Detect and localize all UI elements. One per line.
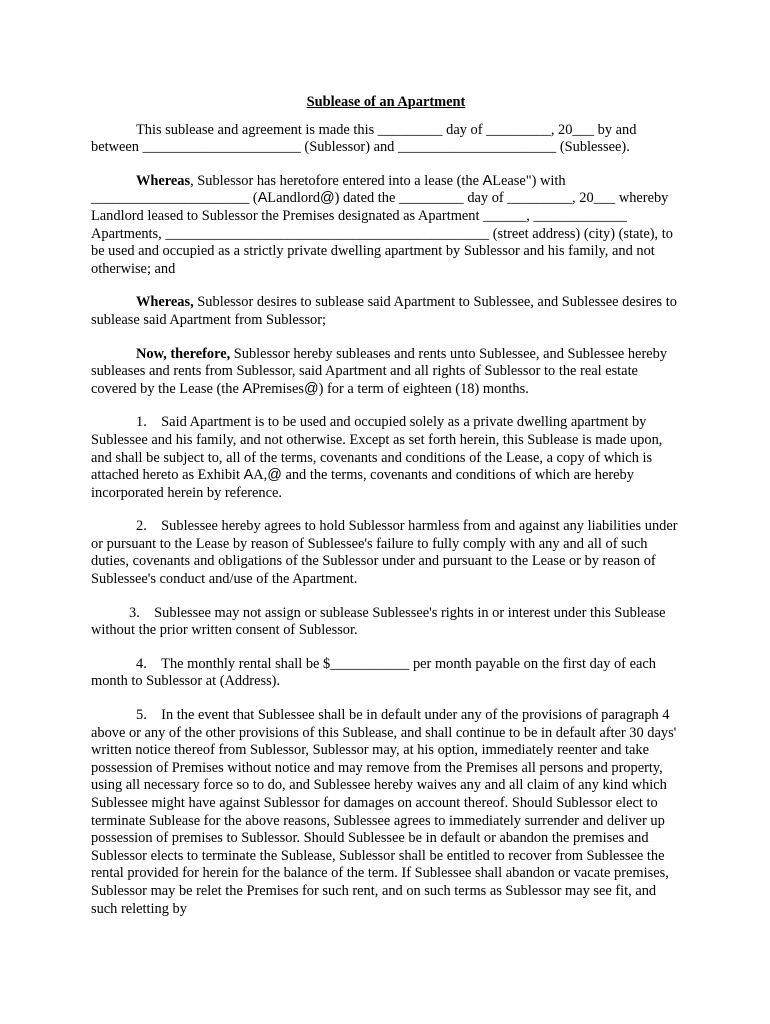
clause-1-text-c: and the terms, covenants and conditions of which are hereby incorporated herein by reference. <box>91 467 634 501</box>
whereas-lead: Whereas <box>136 172 191 189</box>
clause-1-text-a: 1. Said Apartment is to be used and occupied solely as a private dwelling apartment by Sublessee and his family, and not otherwise. Except as set forth herein, this Sublease is made upon, and shall be subject to, all of the terms, covenants and conditions of the Lease, a copy of which is attached hereto as Exhibit <box>91 414 663 484</box>
document-page <box>91 94 681 934</box>
clause-1 <box>91 414 681 502</box>
quote-glyph: @ <box>320 190 335 207</box>
clause-3: 3. Sublessee may not assign or sublease Sublessee's rights in or interest under this Sublease without the prior written consent of Sublessor. <box>91 604 666 639</box>
quote-glyph: A <box>243 467 254 484</box>
now-therefore-paragraph <box>91 346 681 399</box>
now-therefore-text-b: Premises <box>252 380 305 397</box>
now-therefore-text-c: ) for a term of eighteen (18) months. <box>318 380 529 397</box>
now-therefore-lead: Now, therefore, <box>136 345 231 362</box>
whereas-lead: Whereas, <box>136 294 194 311</box>
whereas-text-c: Landlord <box>267 190 321 207</box>
whereas-text-b: Lease") with ______________________ ( <box>91 172 566 207</box>
whereas-paragraph-2 <box>91 294 681 329</box>
clause-4: 4. The monthly rental shall be $___________ per month payable on the first day of each month to Sublessor at (Address). <box>91 655 656 690</box>
clause-2: 2. Sublessee hereby agrees to hold Sublessor harmless from and against any liabilities under or pursuant to the Lease by reason of Sublessee's failure to fully comply with any and all of such duties, covenants and obligations of the Sublessor under and pursuant to the Lease or by reason of Sublessee's conduct and/use of the Apartment. <box>91 518 678 588</box>
whereas-text: Sublessor desires to sublease said Apartment to Sublessee, and Sublessee desires to sublease said Apartment from Sublessor; <box>91 294 677 328</box>
quote-glyph: A <box>482 172 493 189</box>
quote-glyph: A <box>257 190 268 207</box>
clause-1-text-b: A, <box>253 467 268 484</box>
clause-5: 5. In the event that Sublessee shall be in default under any of the provisions of paragraph 4 above or any of the other provisions of this Sublease, and shall continue to be in default after 30 days' written notice thereof from Sublessor, Sublessor may, at his option, immediately reenter and take possession of Premises without notice and may remove from the Premises all persons and property, using all necessary force so to do, and Sublessee hereby waives any and all claim of any kind which Sublessee might have against Sublessor for damages on account thereof. Should Sublessor elect to terminate Sublease for the above reasons, Sublessee agrees to immediately surrender and deliver up possession of premises to Sublessor. Should Sublessee be in default or abandon the premises and Sublessor elects to terminate the Sublease, Sublessor shall be entitled to recover from Sublessee the rental provided for herein for the balance of the term. If Sublessee shall abandon or vacate premises, Sublessor may be relet the Premises for such rent, and on such terms as Sublessor may see fit, and such reletting by <box>91 707 677 917</box>
quote-glyph: @ <box>304 380 319 397</box>
intro-paragraph: This sublease and agreement is made this _________ day of _________, 20___ by and between ______________________ (Sublessor) and ______________________ (Sublessee). <box>91 121 637 156</box>
whereas-paragraph-1 <box>91 173 681 279</box>
quote-glyph: A <box>242 380 253 397</box>
document-title: Sublease of an Apartment <box>306 94 466 110</box>
whereas-text-d: ) dated the _________ day of _________, 20___ whereby Landlord leased to Sublessor the Premises designated as Apartment ______, _____________ Apartments, _____________________________________________ (street address) (city) (state), to be used and occupied as a strictly private dwelling apartment by Sublessor and his family, and not otherwise; and <box>91 190 673 277</box>
now-therefore-text-a: Sublessor hereby subleases and rents unto Sublessee, and Sublessee hereby subleases and rents from Sublessor, said Apartment and all rights of Sublessor to the real estate covered by the Lease (the <box>91 345 668 397</box>
whereas-text-a: , Sublessor has heretofore entered into a lease (the <box>190 172 483 189</box>
quote-glyph: @ <box>267 467 282 484</box>
